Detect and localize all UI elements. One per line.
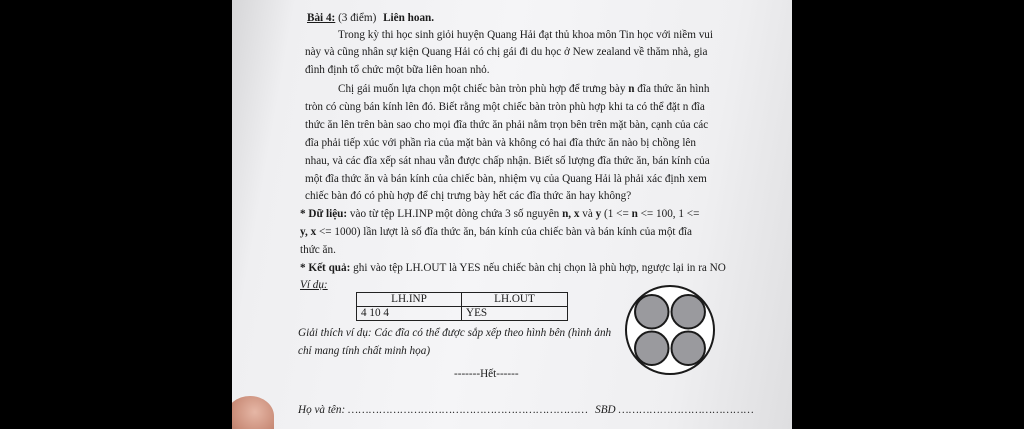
food-plate <box>635 295 668 328</box>
plates-on-table-figure <box>624 284 716 376</box>
round-table <box>626 286 714 374</box>
input-section-line: thức ăn. <box>300 244 336 256</box>
n-variable: n <box>628 83 635 95</box>
paragraph-line: đĩa phải tiếp xúc với phần rìa của mặt bàn và không có hai đĩa thức ăn nào bị chồng lên <box>305 137 696 149</box>
table-row <box>357 307 568 321</box>
input-section-line: y, x <= 1000) lần lượt là số đĩa thức ăn, bán kính của chiếc bàn và bán kính của một đĩa <box>300 226 692 238</box>
exam-paper <box>232 0 792 429</box>
problem-title: Bài 4: <box>307 12 336 24</box>
paragraph-line: nhau, và các đĩa xếp sát nhau vẫn được chấp nhận. Biết số lượng đĩa thức ăn, bán kính của <box>305 155 710 167</box>
name-label: Họ và tên: <box>298 404 346 416</box>
paragraph-line: tròn có cùng bán kính lên đó. Biết rằng một chiếc bàn tròn phù hợp khi ta có thể đặt n đĩa <box>305 101 705 113</box>
paragraph-line: Trong kỳ thi học sinh giỏi huyện Quang Hải đạt thủ khoa môn Tin học với niềm vui <box>338 29 713 41</box>
table-header-output: LH.OUT <box>462 293 568 307</box>
example-label: Ví dụ: <box>300 279 328 291</box>
example-explanation: Giải thích ví dụ: Các đĩa có thể được sắp xếp theo hình bên (hình ảnh <box>298 327 612 339</box>
paragraph-line: này và cũng nhân sự kiện Quang Hải có chị gái đi du học ở New zealand về thăm nhà, gia <box>305 46 708 58</box>
sbd-blank: ………………………………… <box>618 404 755 416</box>
table-header-input: LH.INP <box>357 293 462 307</box>
problem-name: Liên hoan. <box>383 12 435 24</box>
table-cell-output: YES <box>462 307 568 321</box>
table-header-row <box>357 293 568 307</box>
problem-points: (3 điểm) <box>338 12 377 24</box>
food-plate <box>672 332 705 365</box>
paragraph-line: thức ăn lên trên bàn sao cho mọi đĩa thức ăn phải nằm trọn bên trên mặt bàn, cạnh của các <box>305 119 709 131</box>
paragraph-line: đình định tổ chức một bữa liên hoan nhỏ. <box>305 64 490 76</box>
left-black-bar <box>0 0 232 429</box>
food-plate <box>635 332 668 365</box>
paragraph-line: một đĩa thức ăn và bán kính của chiếc bàn, nhiệm vụ của Quang Hải là phải xác định xem <box>305 173 707 185</box>
output-section-line: * Kết quả: ghi vào tệp LH.OUT là YES nếu chiếc bàn chị chọn là phù hợp, ngược lại in ra NO <box>300 262 726 274</box>
example-explanation: chỉ mang tính chất minh họa) <box>298 345 431 357</box>
output-label: * Kết quả: <box>300 262 351 274</box>
footer-line <box>298 404 754 417</box>
paragraph-line: chiếc bàn đó có phù hợp để chị trưng bày hết các đĩa thức ăn hay không? <box>305 190 632 202</box>
problem-heading <box>307 12 434 25</box>
input-label: * Dữ liệu: <box>300 208 348 220</box>
table-cell-input: 4 10 4 <box>357 307 462 321</box>
input-section-line: * Dữ liệu: vào từ tệp LH.INP một dòng chứa 3 số nguyên n, x và y (1 <= n <= 100, 1 <= <box>300 208 700 220</box>
sbd-label: SBD <box>595 404 616 416</box>
end-marker: -------Hết------ <box>454 368 519 380</box>
paragraph-text: đĩa thức ăn hình <box>637 83 710 95</box>
food-plate <box>672 295 705 328</box>
paragraph-text: Chị gái muốn lựa chọn một chiếc bàn tròn phù hợp để trưng bày <box>338 83 626 95</box>
right-black-bar <box>792 0 1024 429</box>
thumb <box>232 396 274 429</box>
name-blank: …………………………………………………………… <box>348 404 589 416</box>
paragraph-line <box>338 83 710 96</box>
example-table <box>356 292 568 321</box>
